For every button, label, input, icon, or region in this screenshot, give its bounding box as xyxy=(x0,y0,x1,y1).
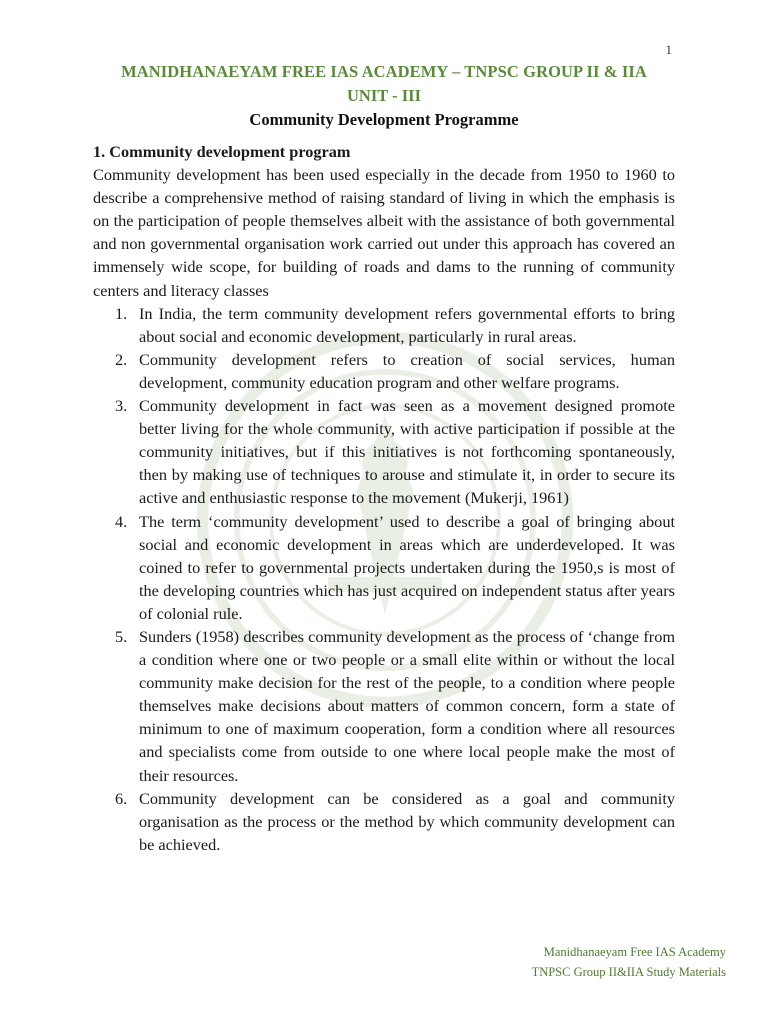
list-item xyxy=(115,510,675,625)
list-number: 1. xyxy=(115,303,128,323)
footer-line-materials: TNPSC Group II&IIA Study Materials xyxy=(531,965,726,979)
document-footer xyxy=(532,942,726,982)
document-body xyxy=(93,140,675,856)
list-item xyxy=(115,302,675,348)
list-item xyxy=(115,787,675,856)
document-title: Community Development Programme xyxy=(249,110,519,129)
list-item xyxy=(115,625,675,787)
numbered-list xyxy=(93,302,675,856)
page-number: 1 xyxy=(665,42,672,57)
unit-title: UNIT - III xyxy=(347,86,421,105)
document-header xyxy=(92,60,676,132)
list-number: 4. xyxy=(115,511,128,531)
list-item-text: Community development refers to creation of social services, human development, community education program and other welfare programs. xyxy=(139,349,675,392)
intro-paragraph: Community development has been used especially in the decade from 1950 to 1960 to describe a comprehensive method of raising standard of living in which the emphasis is on the participation of people themselves albeit with the assistance of both governmental and non governmental organisation work carried out under this approach has covered an immensely wide scope, for building of roads and dams to the running of community centers and literacy classes xyxy=(93,165,675,300)
footer-line-academy: Manidhanaeyam Free IAS Academy xyxy=(543,945,726,959)
list-item-text: In India, the term community development refers governmental efforts to bring about social and economic development, particularly in rural areas. xyxy=(139,303,675,346)
section-heading: 1. Community development program xyxy=(93,142,351,161)
list-item-text: The term ‘community development’ used to describe a goal of bringing about social and economic development in areas which are underdeveloped. It was coined to refer to governmental projects undertaken during the 1950,s is most of the developing countries which has just acquired on independent status after years of colonial rule. xyxy=(139,511,675,623)
list-item-text: Community development in fact was seen as a movement designed promote better living for the whole community, with active participation if possible at the community initiatives, but if this initiatives is not forthcoming spontaneously, then by making use of techniques to arouse and stimulate it, in order to secure its active and enthusiastic response to the movement (Mukerji, 1961) xyxy=(139,396,675,508)
list-item xyxy=(115,394,675,509)
list-item xyxy=(115,348,675,394)
list-number: 2. xyxy=(115,349,128,369)
list-item-text: Sunders (1958) describes community development as the process of ‘change from a condition where one or two people or a small elite within or without the local community make decision for the rest of the people, to a condition where people themselves make decisions about matters of common concern, form a state of minimum to one of maximum cooperation, form a condition where all resources and specialists come from outside to one where local people make the most of their resources. xyxy=(139,626,675,785)
list-number: 3. xyxy=(115,396,128,416)
list-item-text: Community development can be considered as a goal and community organisation as the process or the method by which community development can be achieved. xyxy=(139,788,675,854)
list-number: 6. xyxy=(115,788,128,808)
academy-title: MANIDHANAEYAM FREE IAS ACADEMY – TNPSC GROUP II & IIA xyxy=(121,62,647,81)
list-number: 5. xyxy=(115,626,128,646)
